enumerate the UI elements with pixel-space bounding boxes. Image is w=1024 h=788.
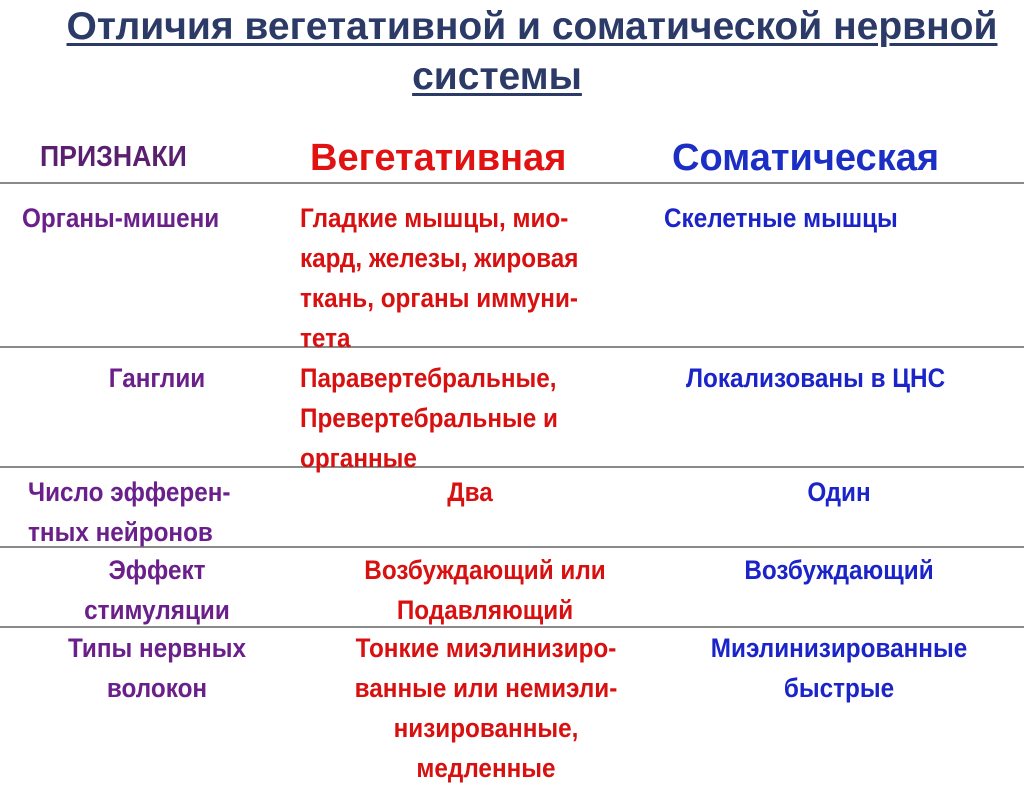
- row-4-somatic: [682, 550, 997, 590]
- page-title: [0, 4, 1024, 100]
- header-property: ПРИЗНАКИ: [40, 141, 187, 173]
- row-divider: [0, 182, 1024, 184]
- cell-line: Паравертебральные,: [300, 363, 557, 393]
- cell-line: Один: [807, 477, 871, 507]
- row-2-property: [36, 358, 279, 398]
- cell-line: быстрые: [783, 673, 895, 703]
- row-3-vegetative: [317, 472, 623, 512]
- cell-line: Типы нервных: [68, 633, 246, 663]
- row-2-vegetative: [300, 358, 660, 478]
- row-5-somatic: [682, 628, 997, 708]
- cell-line: тета: [300, 323, 351, 353]
- cell-line: Эффект: [108, 555, 206, 585]
- row-1-somatic: [664, 198, 970, 238]
- cell-line: тных нейронов: [28, 517, 213, 547]
- cell-line: органные: [300, 443, 417, 473]
- cell-line: стимуляции: [84, 595, 230, 625]
- cell-line: Гладкие мышцы, мио-: [300, 203, 569, 233]
- cell-line: Превертебральные и: [300, 403, 558, 433]
- cell-line: Локализованы в ЦНС: [686, 363, 946, 393]
- row-5-vegetative: [315, 628, 657, 783]
- row-4-property: [36, 550, 279, 630]
- cell-line: Органы-мишени: [22, 203, 220, 233]
- cell-line: Миэлинизированные: [710, 633, 968, 663]
- cell-line: Два: [447, 477, 493, 507]
- cell-line: Ганглии: [108, 363, 206, 393]
- row-1-vegetative: [300, 198, 660, 358]
- row-3-property: [28, 472, 289, 552]
- row-2-somatic: [686, 358, 983, 398]
- row-5-property: [36, 628, 279, 708]
- cell-line: Возбуждающий: [744, 555, 934, 585]
- cell-line: кард, железы, жировая: [300, 243, 579, 273]
- cell-line: Тонкие миэлинизиро-: [355, 633, 617, 663]
- cell-line: медленные: [416, 753, 556, 783]
- row-4-vegetative: [319, 550, 652, 630]
- header-somatic: Соматическая: [672, 137, 940, 179]
- row-1-property: [22, 198, 283, 238]
- cell-line: Скелетные мышцы: [664, 203, 898, 233]
- cell-line: Подавляющий: [396, 595, 574, 625]
- cell-line: ванные или немиэли-: [354, 673, 618, 703]
- cell-line: волокон: [106, 673, 208, 703]
- row-3-somatic: [682, 472, 997, 512]
- title-line-1: Отличия вегетативной и соматической нервной: [66, 5, 998, 48]
- cell-line: Число эфферен-: [28, 477, 231, 507]
- cell-line: ткань, органы иммуни-: [300, 283, 579, 313]
- cell-line: низированные,: [393, 713, 579, 743]
- header-vegetative: Вегетативная: [310, 137, 567, 179]
- title-line-2: системы: [412, 55, 582, 98]
- cell-line: Возбуждающий или: [364, 555, 606, 585]
